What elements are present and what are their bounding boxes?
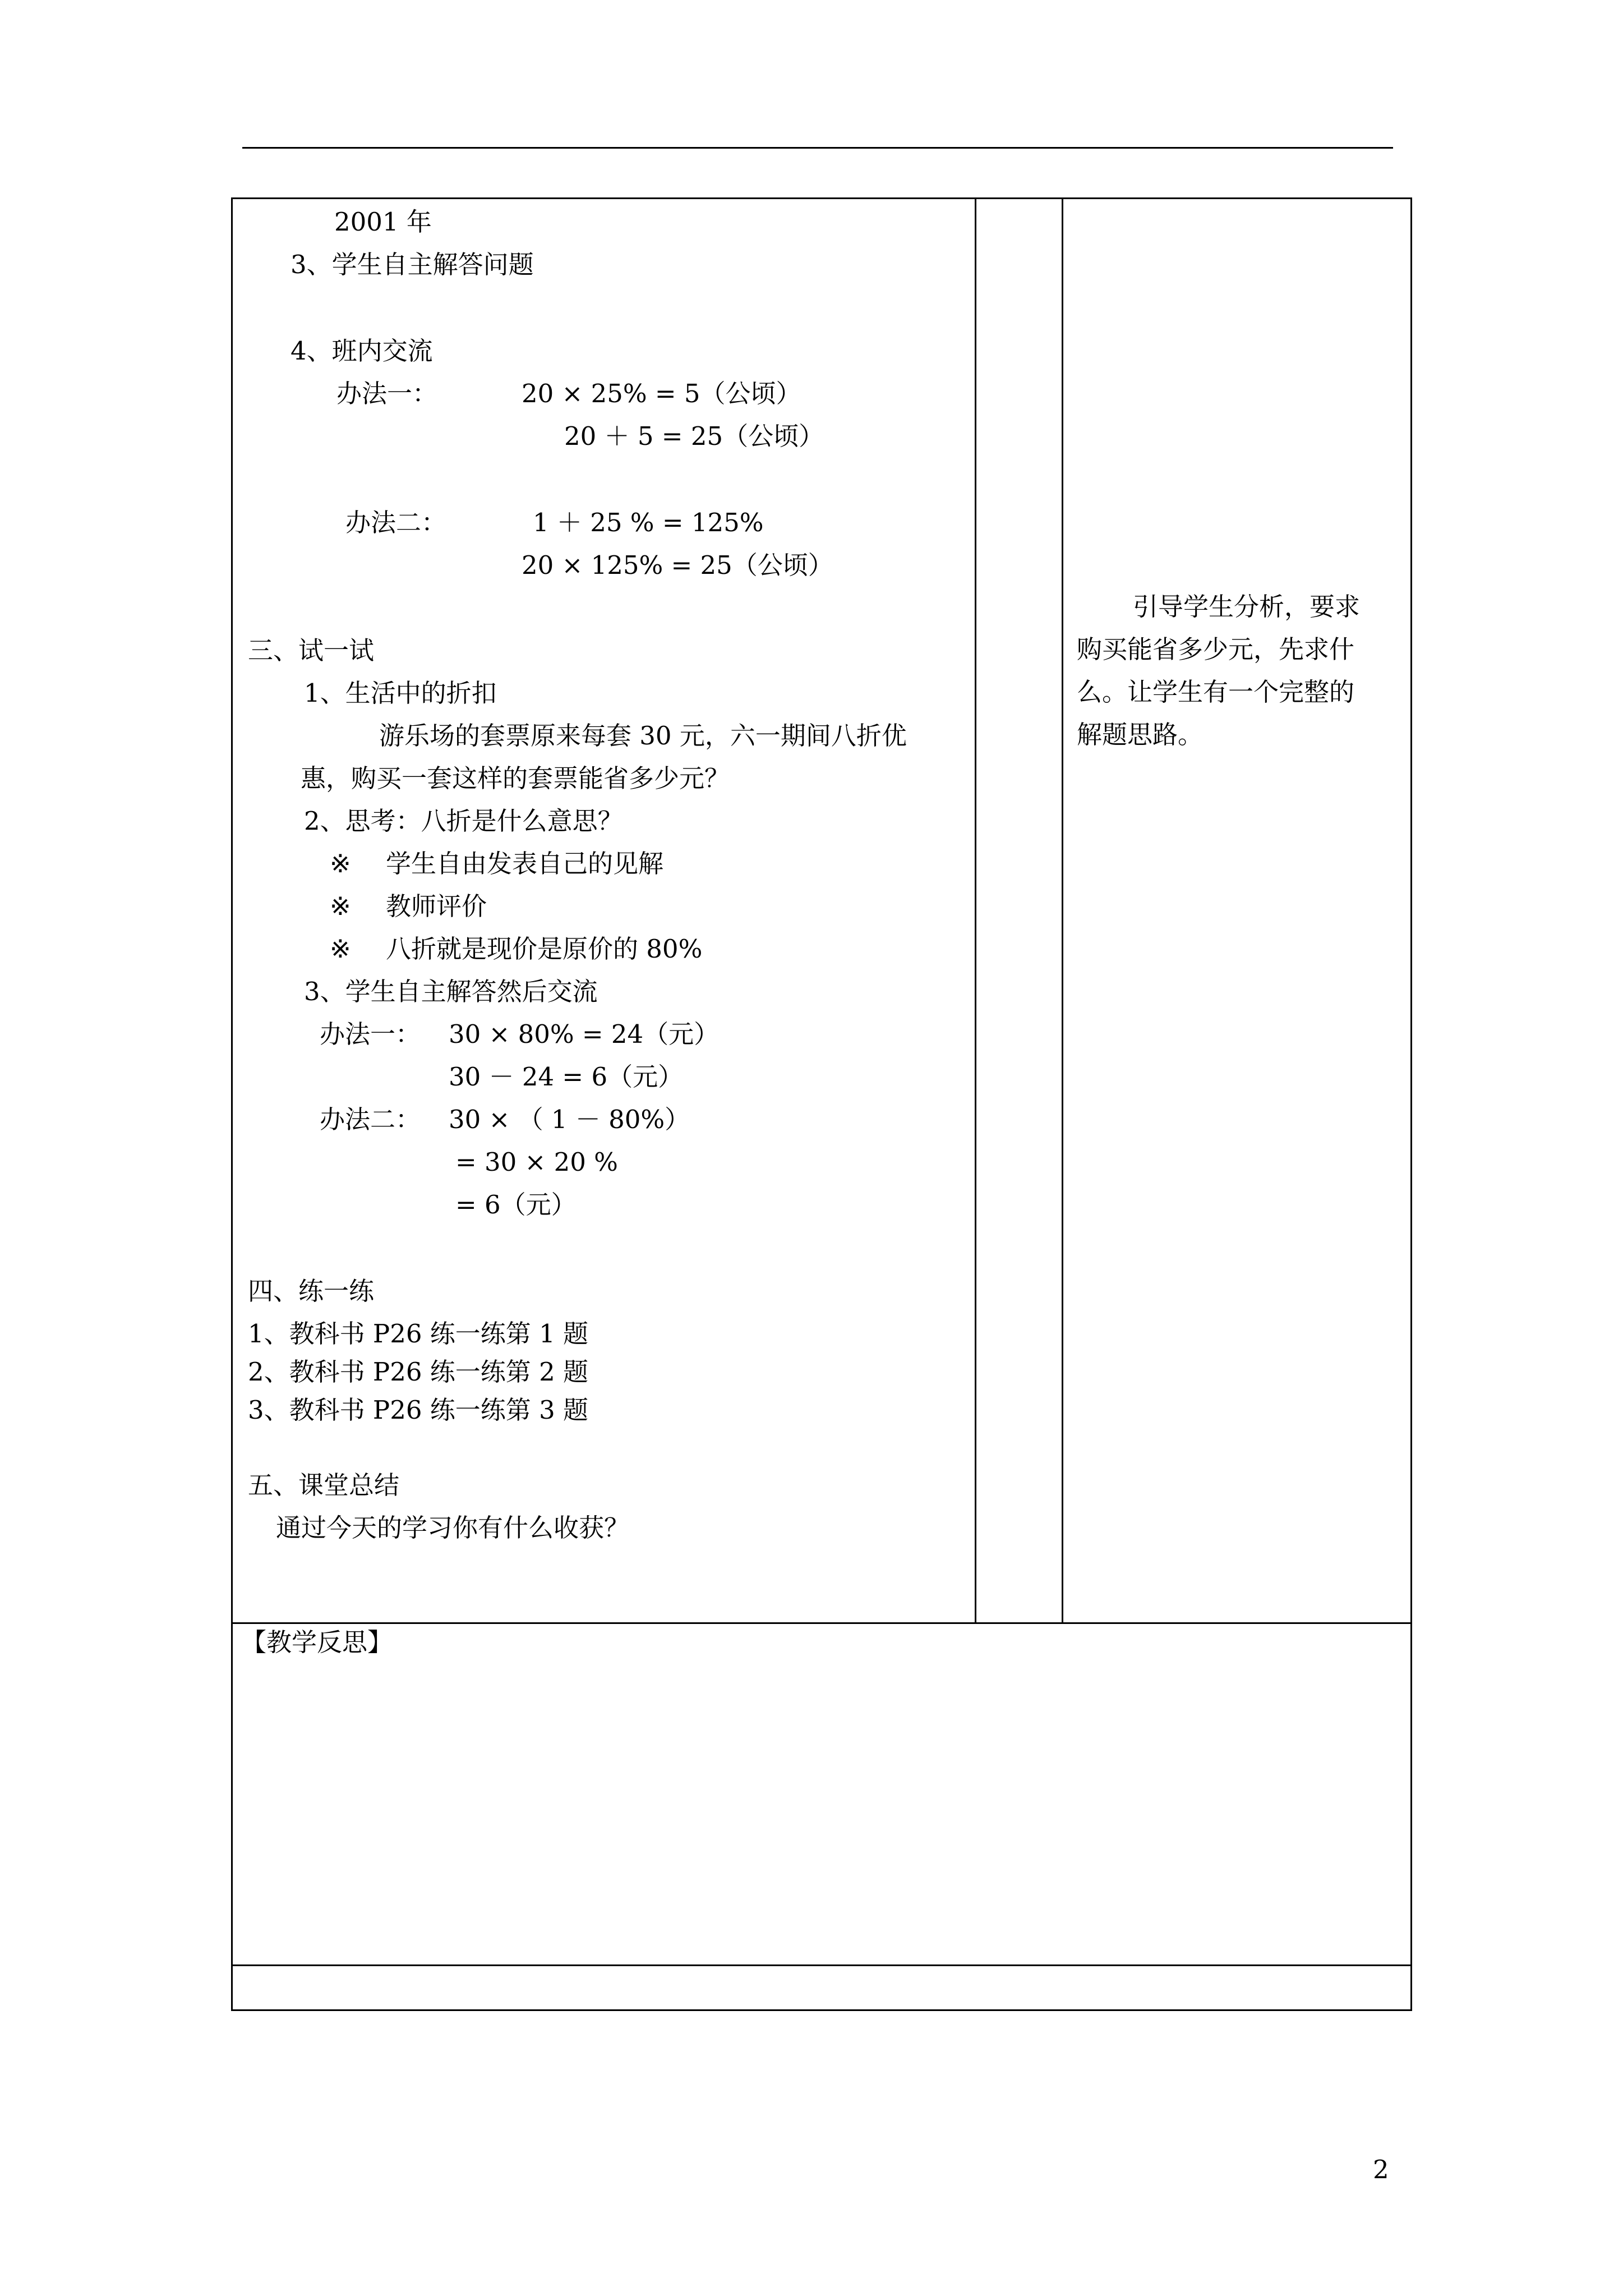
reflection-title: 【教学反思】	[241, 1627, 393, 1657]
summary-question: 通过今天的学习你有什么收获？	[276, 1513, 630, 1543]
lesson-line: 2、思考：八折是什么意思？	[304, 806, 623, 836]
lesson-line: 3、学生自主解答问题	[291, 250, 534, 279]
note-line: 引导学生分析，要求	[1133, 592, 1361, 622]
equation: = 30 × 20 %	[455, 1147, 618, 1177]
equation: 20 ＋ 5 = 25（公顷）	[564, 421, 824, 451]
exercise-item: 2、教科书 P26 练一练第 2 题	[248, 1357, 589, 1387]
bullet-text: 八折就是现价是原价的 80%	[386, 934, 703, 964]
equation: 30 － 24 = 6（元）	[449, 1062, 684, 1092]
note-line: 解题思路。	[1077, 720, 1204, 749]
equation: 1 ＋ 25 % = 125%	[533, 508, 764, 537]
equation: 20 × 25% = 5（公顷）	[522, 379, 801, 408]
lesson-line: 4、班内交流	[291, 336, 433, 366]
exercise-item: 3、教科书 P26 练一练第 3 题	[248, 1395, 589, 1425]
section-title: 三、试一试	[248, 636, 375, 665]
problem-text: 游乐场的套票原来每套 30 元，六一期间八折优	[379, 721, 907, 751]
equation: = 6（元）	[455, 1190, 577, 1220]
note-line: 购买能省多少元，先求什	[1077, 634, 1355, 664]
method-label: 办法一：	[320, 1019, 421, 1049]
section-title: 四、练一练	[248, 1276, 375, 1306]
lesson-line: 3、学生自主解答然后交流	[304, 977, 598, 1006]
bullet-mark: ※	[330, 891, 351, 921]
lesson-line: 1、生活中的折扣	[304, 678, 497, 708]
method-label: 办法一：	[336, 379, 438, 408]
bullet-text: 教师评价	[386, 891, 487, 921]
lesson-line: 2001 年	[334, 207, 432, 237]
table-row-divider	[231, 1964, 1412, 1966]
bullet-mark: ※	[330, 849, 351, 878]
header-rule	[242, 147, 1393, 149]
table-bottom-border	[231, 2009, 1412, 2011]
problem-text: 惠，购买一套这样的套票能省多少元？	[301, 763, 730, 793]
table-column-divider	[975, 197, 976, 1624]
section-title: 五、课堂总结	[248, 1470, 400, 1500]
note-line: 么。让学生有一个完整的	[1077, 677, 1355, 707]
equation: 30 × 80% = 24（元）	[449, 1019, 720, 1049]
equation: 30 × （ 1 － 80%）	[449, 1105, 690, 1134]
table-left-border	[231, 197, 233, 2011]
table-column-divider	[1062, 197, 1063, 1624]
table-right-border	[1410, 197, 1412, 2011]
exercise-item: 1、教科书 P26 练一练第 1 题	[248, 1319, 589, 1349]
method-label: 办法二：	[345, 508, 447, 537]
method-label: 办法二：	[320, 1105, 421, 1134]
bullet-text: 学生自由发表自己的见解	[386, 849, 664, 878]
table-row-divider	[231, 1622, 1412, 1624]
table-top-border	[231, 197, 1412, 199]
equation: 20 × 125% = 25（公顷）	[522, 550, 833, 580]
page-number: 2	[1373, 2155, 1389, 2184]
bullet-mark: ※	[330, 934, 351, 964]
